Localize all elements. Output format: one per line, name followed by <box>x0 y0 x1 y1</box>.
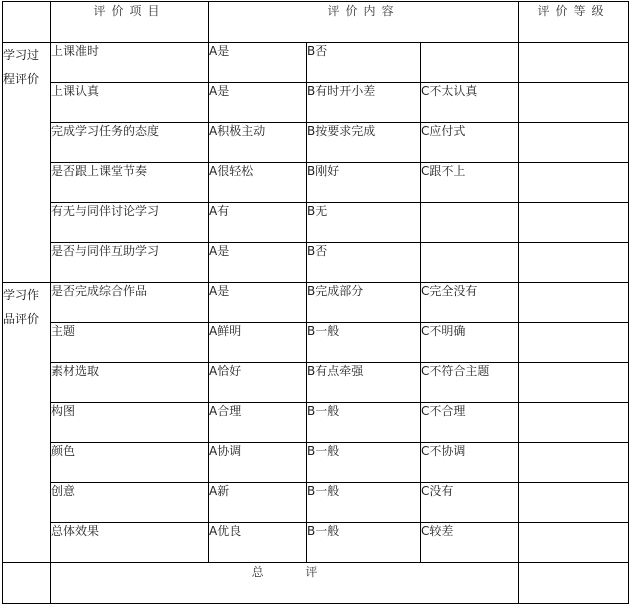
section-title-process: 学习过程评价 <box>3 43 51 283</box>
grade-cell[interactable] <box>519 203 629 243</box>
table-row <box>3 83 629 123</box>
total-row <box>3 563 629 604</box>
option-c-cell <box>421 203 519 243</box>
table-row <box>3 363 629 403</box>
option-c-cell: C较差 <box>421 523 519 563</box>
table-row <box>3 243 629 283</box>
item-cell: 有无与同伴讨论学习 <box>51 203 209 243</box>
option-c-cell: C不协调 <box>421 443 519 483</box>
option-a-cell: A优良 <box>209 523 307 563</box>
item-cell: 上课准时 <box>51 43 209 83</box>
item-cell: 构图 <box>51 403 209 443</box>
option-a-cell: A合理 <box>209 403 307 443</box>
header-row <box>3 2 629 43</box>
option-b-cell: B一般 <box>307 443 421 483</box>
option-b-cell: B有时开小差 <box>307 83 421 123</box>
grade-cell[interactable] <box>519 163 629 203</box>
grade-cell[interactable] <box>519 523 629 563</box>
header-content: 评价内容 <box>209 2 519 43</box>
option-a-cell: A是 <box>209 243 307 283</box>
option-b-cell: B一般 <box>307 323 421 363</box>
table-row <box>3 523 629 563</box>
grade-cell[interactable] <box>519 363 629 403</box>
table-row <box>3 483 629 523</box>
item-cell: 是否与同伴互助学习 <box>51 243 209 283</box>
item-cell: 主题 <box>51 323 209 363</box>
table-row <box>3 203 629 243</box>
grade-cell[interactable] <box>519 443 629 483</box>
option-b-cell: B否 <box>307 43 421 83</box>
header-item: 评价项目 <box>51 2 209 43</box>
option-b-cell: B刚好 <box>307 163 421 203</box>
option-c-cell: C没有 <box>421 483 519 523</box>
table-row <box>3 123 629 163</box>
item-cell: 上课认真 <box>51 83 209 123</box>
table-row <box>3 443 629 483</box>
option-c-cell: C不符合主题 <box>421 363 519 403</box>
option-b-cell: B一般 <box>307 523 421 563</box>
option-c-cell: C应付式 <box>421 123 519 163</box>
option-c-cell: C不明确 <box>421 323 519 363</box>
option-b-cell: B按要求完成 <box>307 123 421 163</box>
evaluation-table <box>2 1 629 604</box>
total-corner-cell <box>3 563 51 604</box>
item-cell: 颜色 <box>51 443 209 483</box>
item-cell: 总体效果 <box>51 523 209 563</box>
option-c-cell: C不合理 <box>421 403 519 443</box>
option-b-cell: B无 <box>307 203 421 243</box>
option-c-cell: C不太认真 <box>421 83 519 123</box>
option-c-cell <box>421 243 519 283</box>
table-row <box>3 323 629 363</box>
grade-cell[interactable] <box>519 123 629 163</box>
table-row <box>3 403 629 443</box>
total-grade-cell[interactable] <box>519 563 629 604</box>
option-b-cell: B一般 <box>307 483 421 523</box>
option-a-cell: A鲜明 <box>209 323 307 363</box>
grade-cell[interactable] <box>519 83 629 123</box>
option-a-cell: A新 <box>209 483 307 523</box>
option-a-cell: A有 <box>209 203 307 243</box>
option-b-cell: B有点牵强 <box>307 363 421 403</box>
option-a-cell: A积极主动 <box>209 123 307 163</box>
item-cell: 是否完成综合作品 <box>51 283 209 323</box>
option-a-cell: A协调 <box>209 443 307 483</box>
table-row <box>3 43 629 83</box>
option-c-cell <box>421 43 519 83</box>
header-corner-cell <box>3 2 51 43</box>
option-b-cell: B一般 <box>307 403 421 443</box>
option-a-cell: A很轻松 <box>209 163 307 203</box>
total-label: 总 评 <box>51 563 519 604</box>
item-cell: 素材选取 <box>51 363 209 403</box>
grade-cell[interactable] <box>519 403 629 443</box>
grade-cell[interactable] <box>519 243 629 283</box>
header-grade: 评价等级 <box>519 2 629 43</box>
option-c-cell: C完全没有 <box>421 283 519 323</box>
option-a-cell: A是 <box>209 43 307 83</box>
table-row <box>3 163 629 203</box>
grade-cell[interactable] <box>519 483 629 523</box>
option-c-cell: C跟不上 <box>421 163 519 203</box>
table-row <box>3 283 629 323</box>
option-b-cell: B否 <box>307 243 421 283</box>
item-cell: 创意 <box>51 483 209 523</box>
item-cell: 完成学习任务的态度 <box>51 123 209 163</box>
option-a-cell: A是 <box>209 83 307 123</box>
grade-cell[interactable] <box>519 43 629 83</box>
item-cell: 是否跟上课堂节奏 <box>51 163 209 203</box>
section-title-work: 学习作品评价 <box>3 283 51 563</box>
option-b-cell: B完成部分 <box>307 283 421 323</box>
option-a-cell: A恰好 <box>209 363 307 403</box>
grade-cell[interactable] <box>519 323 629 363</box>
grade-cell[interactable] <box>519 283 629 323</box>
option-a-cell: A是 <box>209 283 307 323</box>
